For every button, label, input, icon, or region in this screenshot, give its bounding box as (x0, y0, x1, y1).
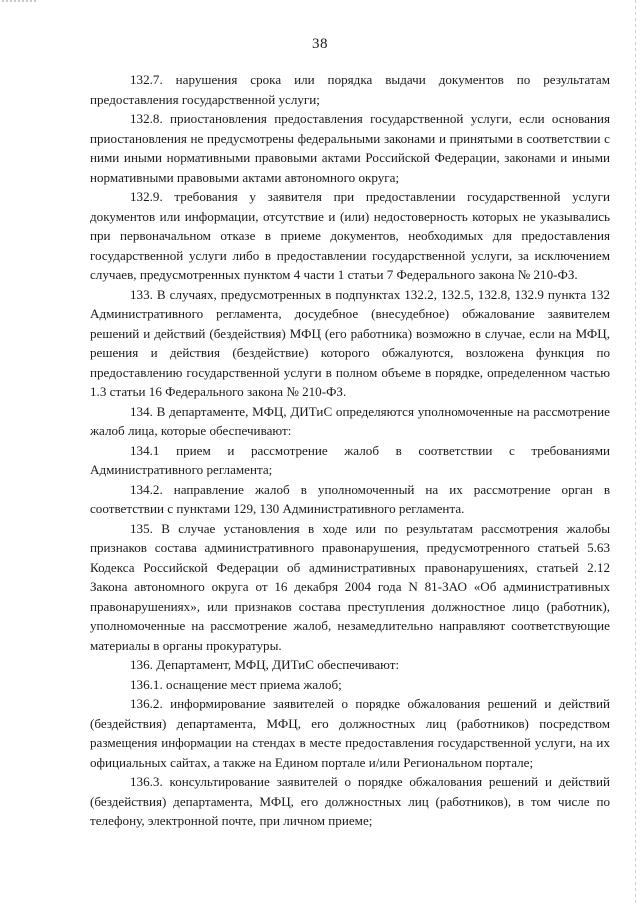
paragraph-132-9: 132.9. требования у заявителя при предоставлении государственной услуги документов или информации, отсутствие и (или) недостоверность которых не указывались при первоначальном отказе в приеме документов, необходимых для предоставления государственной услуги либо в предоставлении государственной услуги, за исключением случаев, предусмотренных пунктом 4 части 1 статьи 7 Федерального закона № 210-ФЗ. (90, 189, 610, 282)
paragraph-134-1: 134.1 прием и рассмотрение жалоб в соответствии с требованиями Административного регламента; (90, 442, 610, 477)
paragraph-136-2: 136.2. информирование заявителей о порядке обжалования решений и действий (бездействия) департамента, МФЦ, его должностных лиц (работников) посредством размещения информации на стендах в месте предоставления государственной услуги, на их официальных сайтах, а также на Едином портале и/или Региональном портале; (90, 696, 610, 770)
paragraph-136: 136. Департамент, МФЦ, ДИТиС обеспечивают: (130, 657, 400, 672)
paragraph-135: 135. В случае установления в ходе или по результатам рассмотрения жалобы признаков состава административного правонарушения, предусмотренного статьей 5.63 Кодекса Российской Федерации об административных правонарушениях, статьей 2.12 Закона автономного округа от 16 декабря 2004 года N 81-ЗАО «Об административных правонарушениях», или признаков состава преступления должностное лицо (работник), уполномоченные на рассмотрение жалоб, незамедлительно направляют соответствующие материалы в органы прокуратуры. (90, 520, 610, 653)
paragraph-132-7: 132.7. нарушения срока или порядка выдачи документов по результатам предоставления государственной услуги; (90, 72, 610, 107)
paragraph-136-1: 136.1. оснащение мест приема жалоб; (130, 676, 342, 692)
scan-edge-line (635, 0, 636, 905)
paragraph-134: 134. В департаменте, МФЦ, ДИТиС определяются уполномоченные на рассмотрение жалоб лица, которые обеспечивают: (90, 403, 610, 438)
paragraph-133: 133. В случаях, предусмотренных в подпунктах 132.2, 132.5, 132.8, 132.9 пункта 132 Административного регламента, досудебное (внесудебное) обжалование заявителем решений и действий (бездействия) МФЦ (его работника) возможно в случае, если на МФЦ, решения и действия (бездействие) которого обжалуются, возложена функция по предоставлению государственной услуги в полном объеме в порядке, определенном частью 1.3 статьи 16 Федерального закона № 210-ФЗ. (90, 286, 610, 399)
page-number: 38 (312, 36, 328, 52)
scan-corner-mark (2, 0, 36, 2)
paragraph-132-8: 132.8. приостановления предоставления государственной услуги, если основания приостановления не предусмотрены федеральными законами и принятыми в соответствии с ними иными нормативными правовыми актами Российской Федерации, законами и иными нормативными правовыми актами автономного округа; (90, 111, 610, 185)
paragraph-134-2: 134.2. направление жалоб в уполномоченный на их рассмотрение орган в соответствии с пунктами 129, 130 Административного регламента. (90, 481, 610, 516)
document-body (90, 70, 610, 831)
paragraph-136-3: 136.3. консультирование заявителей о порядке обжалования решений и действий (бездействия) департамента, МФЦ, его должностных лиц (работников), в том числе по телефону, электронной почте, при личном приеме; (90, 774, 610, 828)
